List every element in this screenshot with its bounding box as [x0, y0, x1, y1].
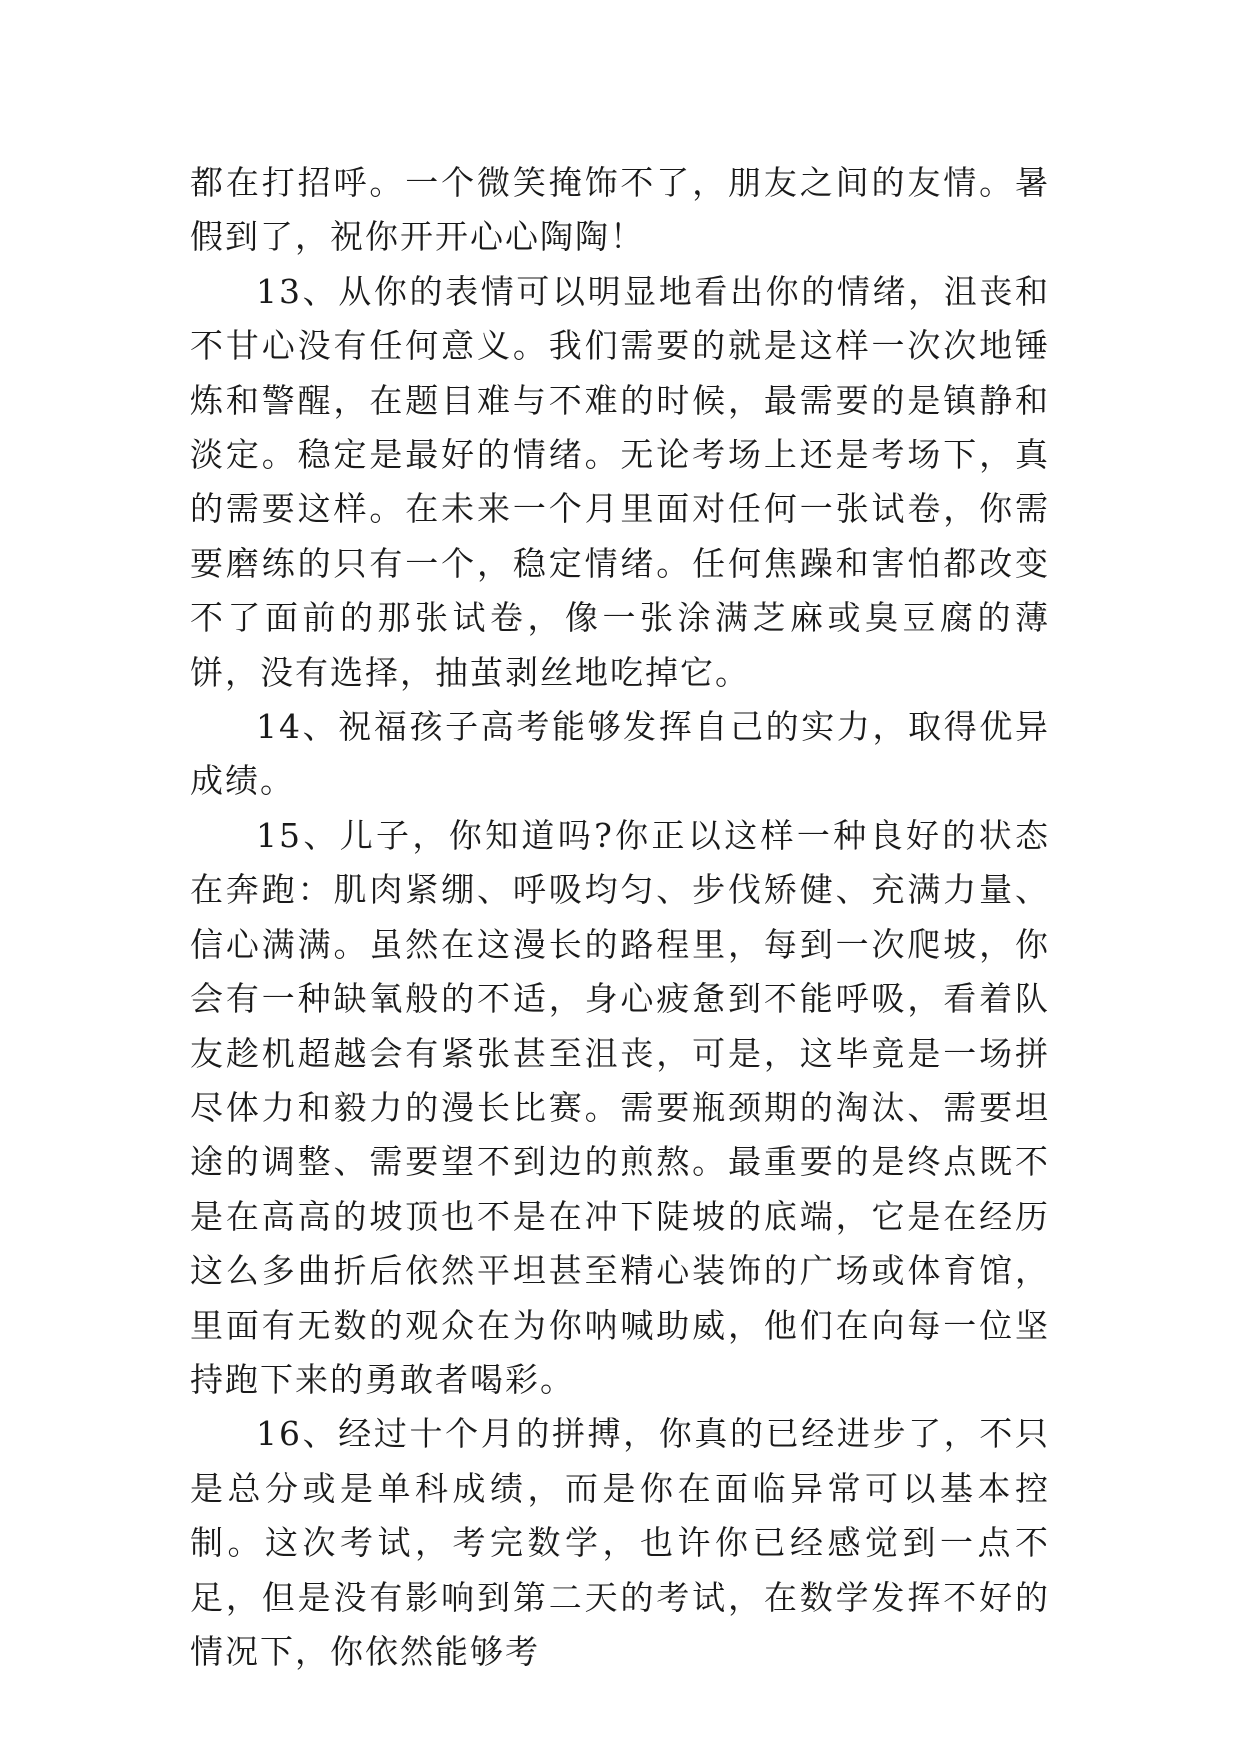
body-text	[190, 156, 1050, 1679]
paragraph-continuation: 都在打招呼。一个微笑掩饰不了，朋友之间的友情。暑假到了，祝你开开心心陶陶！	[190, 163, 1050, 257]
paragraph-15: 15、儿子，你知道吗?你正以这样一种良好的状态在奔跑：肌肉紧绷、呼吸均匀、步伐矫健、充满力量、信心满满。虽然在这漫长的路程里，每到一次爬坡，你会有一种缺氧般的不适，身心疲惫到不能呼吸，看着队友趁机超越会有紧张甚至沮丧，可是，这毕竟是一场拼尽体力和毅力的漫长比赛。需要瓶颈期的淘汰、需要坦途的调整、需要望不到边的煎熬。最重要的是终点既不是在高高的坡顶也不是在冲下陡坡的底端，它是在经历这么多曲折后依然平坦甚至精心装饰的广场或体育馆，里面有无数的观众在为你呐喊助威，他们在向每一位坚持跑下来的勇敢者喝彩。	[190, 815, 1050, 1399]
paragraph-13: 13、从你的表情可以明显地看出你的情绪，沮丧和不甘心没有任何意义。我们需要的就是这样一次次地锤炼和警醒，在题目难与不难的时候，最需要的是镇静和淡定。稳定是最好的情绪。无论考场上还是考场下，真的需要这样。在未来一个月里面对任何一张试卷，你需要磨练的只有一个，稳定情绪。任何焦躁和害怕都改变不了面前的那张试卷，像一张涂满芝麻或臭豆腐的薄饼，没有选择，抽茧剥丝地吃掉它。	[190, 271, 1050, 692]
paragraph-14: 14、祝福孩子高考能够发挥自己的实力，取得优异成绩。	[190, 707, 1050, 801]
paragraph-16: 16、经过十个月的拼搏，你真的已经进步了，不只是总分或是单科成绩，而是你在面临异常可以基本控制。这次考试，考完数学，也许你已经感觉到一点不足，但是没有影响到第二天的考试，在数学发挥不好的情况下，你依然能够考	[190, 1414, 1050, 1671]
